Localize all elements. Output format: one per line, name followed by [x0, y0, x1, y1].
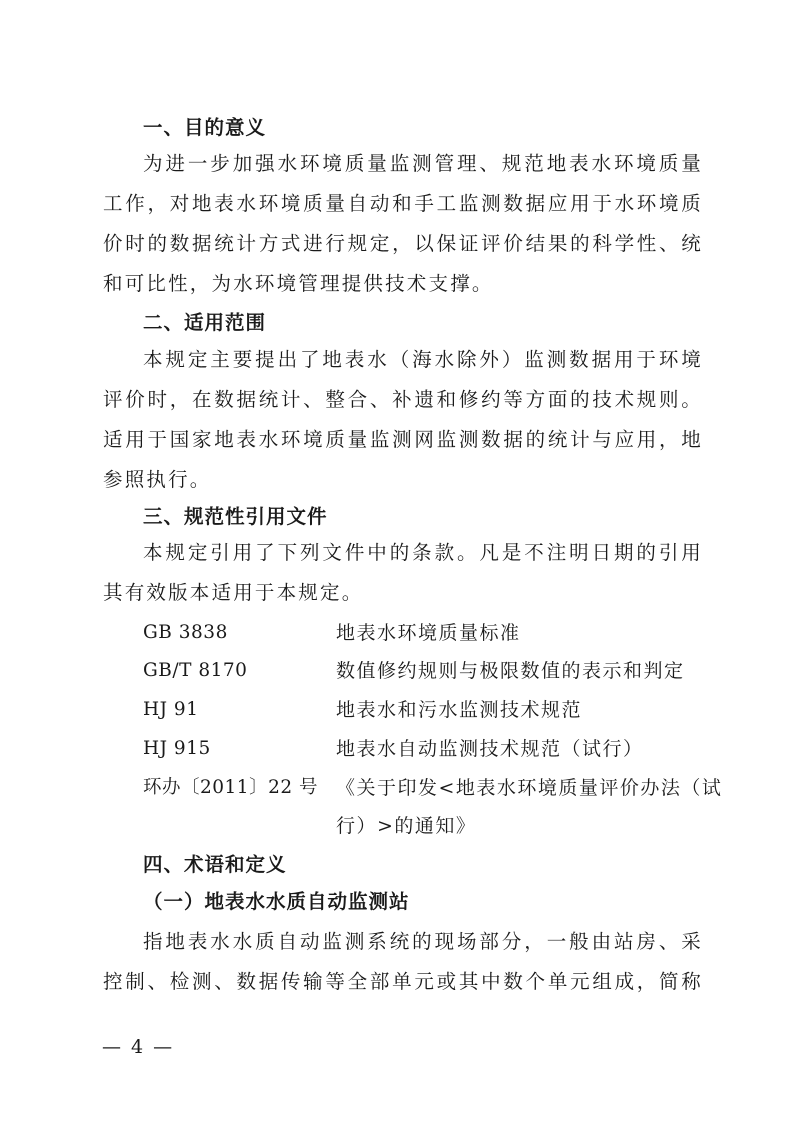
paragraph-line: 指地表水水质自动监测系统的现场部分，一般由站房、采: [143, 930, 703, 953]
reference-code: 环办〔2011〕22 号: [143, 777, 319, 798]
paragraph-line: 和可比性，为水环境管理提供技术支撑。: [103, 272, 494, 295]
paragraph-line: 评价时，在数据统计、整合、补遗和修约等方面的技术规则。: [103, 388, 703, 411]
reference-title: 地表水环境质量标准: [336, 622, 521, 644]
reference-code: GB 3838: [143, 622, 228, 643]
paragraph-line: 其有效版本适用于本规定。: [103, 581, 364, 604]
section-heading-purpose: 一、目的意义: [143, 116, 267, 139]
reference-code: GB/T 8170: [143, 660, 248, 681]
paragraph-line: 控制、检测、数据传输等全部单元或其中数个单元组成，简称: [103, 970, 703, 993]
section-heading-terms: 四、术语和定义: [143, 853, 287, 876]
paragraph-line: 参照执行。: [103, 468, 212, 491]
page-number: — 4 —: [102, 1036, 175, 1058]
paragraph-line: 价时的数据统计方式进行规定，以保证评价结果的科学性、统: [103, 232, 703, 255]
reference-title: 地表水和污水监测技术规范: [336, 699, 583, 721]
reference-title-continued: 行）>的通知》: [336, 815, 477, 837]
paragraph-line: 适用于国家地表水环境质量监测网监测数据的统计与应用，地: [103, 428, 703, 451]
section-heading-scope: 二、适用范围: [143, 311, 267, 334]
paragraph-line: 为进一步加强水环境质量监测管理、规范地表水环境质量: [143, 152, 703, 175]
subsection-heading: （一）地表水水质自动监测站: [143, 890, 410, 913]
reference-title: 《关于印发<地表水环境质量评价办法（试: [336, 777, 723, 799]
section-heading-references: 三、规范性引用文件: [143, 505, 328, 528]
reference-code: HJ 91: [143, 699, 199, 720]
reference-title: 地表水自动监测技术规范（试行）: [336, 738, 644, 760]
paragraph-line: 本规定引用了下列文件中的条款。凡是不注明日期的引用: [143, 541, 703, 564]
reference-code: HJ 915: [143, 738, 211, 759]
paragraph-line: 工作，对地表水环境质量自动和手工监测数据应用于水环境质: [103, 192, 703, 215]
paragraph-line: 本规定主要提出了地表水（海水除外）监测数据用于环境: [143, 348, 703, 371]
reference-title: 数值修约规则与极限数值的表示和判定: [336, 660, 685, 682]
